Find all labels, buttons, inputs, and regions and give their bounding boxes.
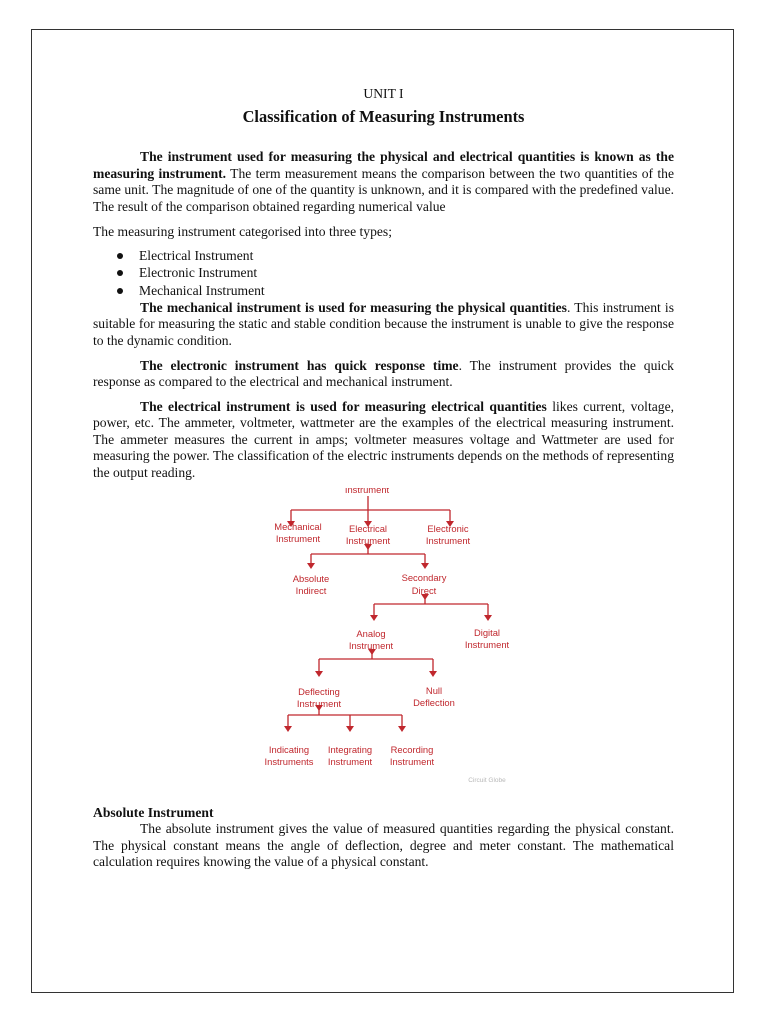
intro-bold: The instrument used for measuring the physical and electrical quantities is known as the measuring instrument.: [93, 149, 674, 181]
svg-text:Mechanical: Mechanical: [274, 520, 322, 532]
electrical-paragraph: [93, 399, 674, 482]
svg-text:Instrument: Instrument: [345, 534, 391, 546]
edge-analog: [319, 651, 433, 671]
node-absolute: [293, 573, 329, 596]
mechanical-bold: The mechanical instrument is used for measuring the physical quantities: [140, 299, 567, 315]
svg-text:Digital: Digital: [473, 626, 501, 638]
node-digital: [465, 627, 510, 650]
svg-text:Instrument: Instrument: [425, 534, 471, 546]
section-paragraph: The absolute instrument gives the value of measured quantities regarding the physical constant. The physical constant means the angle of deflection, degree and meter constant. The mathematical calculation requires knowing the value of a physical constant.: [93, 821, 674, 870]
svg-text:Instrument: Instrument: [464, 638, 510, 650]
svg-text:Instrument: Instrument: [296, 697, 342, 709]
svg-text:Deflection: Deflection: [413, 696, 455, 708]
edge-root: [291, 496, 450, 521]
node-instrument: Instrument: [344, 487, 390, 495]
svg-text:Indicating: Indicating: [268, 743, 310, 755]
svg-text:Secondary: Secondary: [401, 571, 447, 583]
mechanical-text: . This instrument is suitable for measuring the static and stable condition because the instrument is unable to give the response to the dynamic condition.: [93, 299, 675, 348]
svg-text:Electronic: Electronic: [427, 522, 469, 534]
node-integrating: [328, 744, 373, 767]
electronic-paragraph: [93, 358, 674, 391]
svg-text:Instrument: Instrument: [348, 639, 394, 651]
node-null: [413, 685, 455, 708]
classification-tree: [93, 488, 674, 788]
node-recording: [390, 744, 435, 767]
svg-text:Instrument: Instrument: [389, 755, 435, 767]
electronic-text: . The instrument provides the quick response as compared to the electrical and mechanical instrument.: [93, 357, 674, 390]
edge-secondary: [374, 596, 488, 615]
electrical-bold: The electrical instrument is used for measuring electrical quantities: [140, 398, 547, 414]
intro-paragraph: [93, 149, 674, 215]
arrow-icon: [429, 671, 437, 677]
types-list: [93, 248, 674, 300]
svg-text:Instruments: Instruments: [264, 755, 314, 767]
section-heading: Absolute Instrument: [93, 804, 214, 820]
node-indicating: [265, 744, 314, 767]
electrical-text: likes current, voltage, power, etc. The ammeter, voltmeter, wattmeter are the examples of the electrical measuring instrument. The ammeter measures the current in amps; voltmeter measures voltage and Wattmeter are used for measuring the power. The classification of the electric instruments depends on the methods of representing the output reading.: [93, 398, 674, 481]
node-electrical: [346, 523, 391, 546]
document-body: [93, 86, 674, 871]
intro-text: The term measurement means the comparison between the two quantities of the same unit. The magnitude of one of the quantity is unknown, and it is compared with the predefined value. The result of the comparison obtained regarding numerical value: [93, 165, 674, 214]
svg-text:Electrical: Electrical: [348, 522, 388, 534]
list-item: Electronic Instrument: [139, 265, 674, 282]
arrow-icon: [421, 563, 429, 569]
electronic-bold: The electronic instrument has quick response time: [140, 357, 459, 373]
arrow-icon: [484, 615, 492, 621]
list-item: Electrical Instrument: [139, 248, 674, 265]
mechanical-paragraph: [93, 300, 674, 350]
arrow-icon: [315, 671, 323, 677]
arrow-icon: [370, 615, 378, 621]
watermark: Circuit Globe: [468, 776, 506, 784]
node-deflecting: [297, 686, 342, 709]
svg-text:Analog: Analog: [356, 627, 386, 639]
svg-text:Instrument: Instrument: [275, 532, 321, 544]
svg-text:Null: Null: [425, 684, 443, 696]
node-electronic: [426, 523, 471, 546]
arrow-icon: [398, 726, 406, 732]
classification-diagram: [93, 488, 674, 788]
arrow-icon: [346, 726, 354, 732]
types-lead: The measuring instrument categorised into three types;: [93, 223, 392, 239]
arrow-icon: [284, 726, 292, 732]
edge-deflecting: [288, 707, 402, 726]
node-analog: [349, 628, 394, 651]
list-item: Mechanical Instrument: [139, 283, 674, 300]
svg-text:Deflecting: Deflecting: [298, 685, 340, 697]
svg-text:Integrating: Integrating: [327, 743, 373, 755]
svg-text:Direct: Direct: [411, 584, 437, 596]
node-mechanical: [274, 521, 321, 544]
unit-label: UNIT I: [363, 86, 404, 101]
svg-text:Instrument: Instrument: [327, 755, 373, 767]
page-title: Classification of Measuring Instruments: [242, 106, 525, 126]
arrow-icon: [307, 563, 315, 569]
svg-text:Indirect: Indirect: [295, 584, 327, 596]
svg-text:Absolute: Absolute: [292, 572, 330, 584]
node-secondary: [402, 572, 447, 596]
svg-text:Recording: Recording: [390, 743, 434, 755]
